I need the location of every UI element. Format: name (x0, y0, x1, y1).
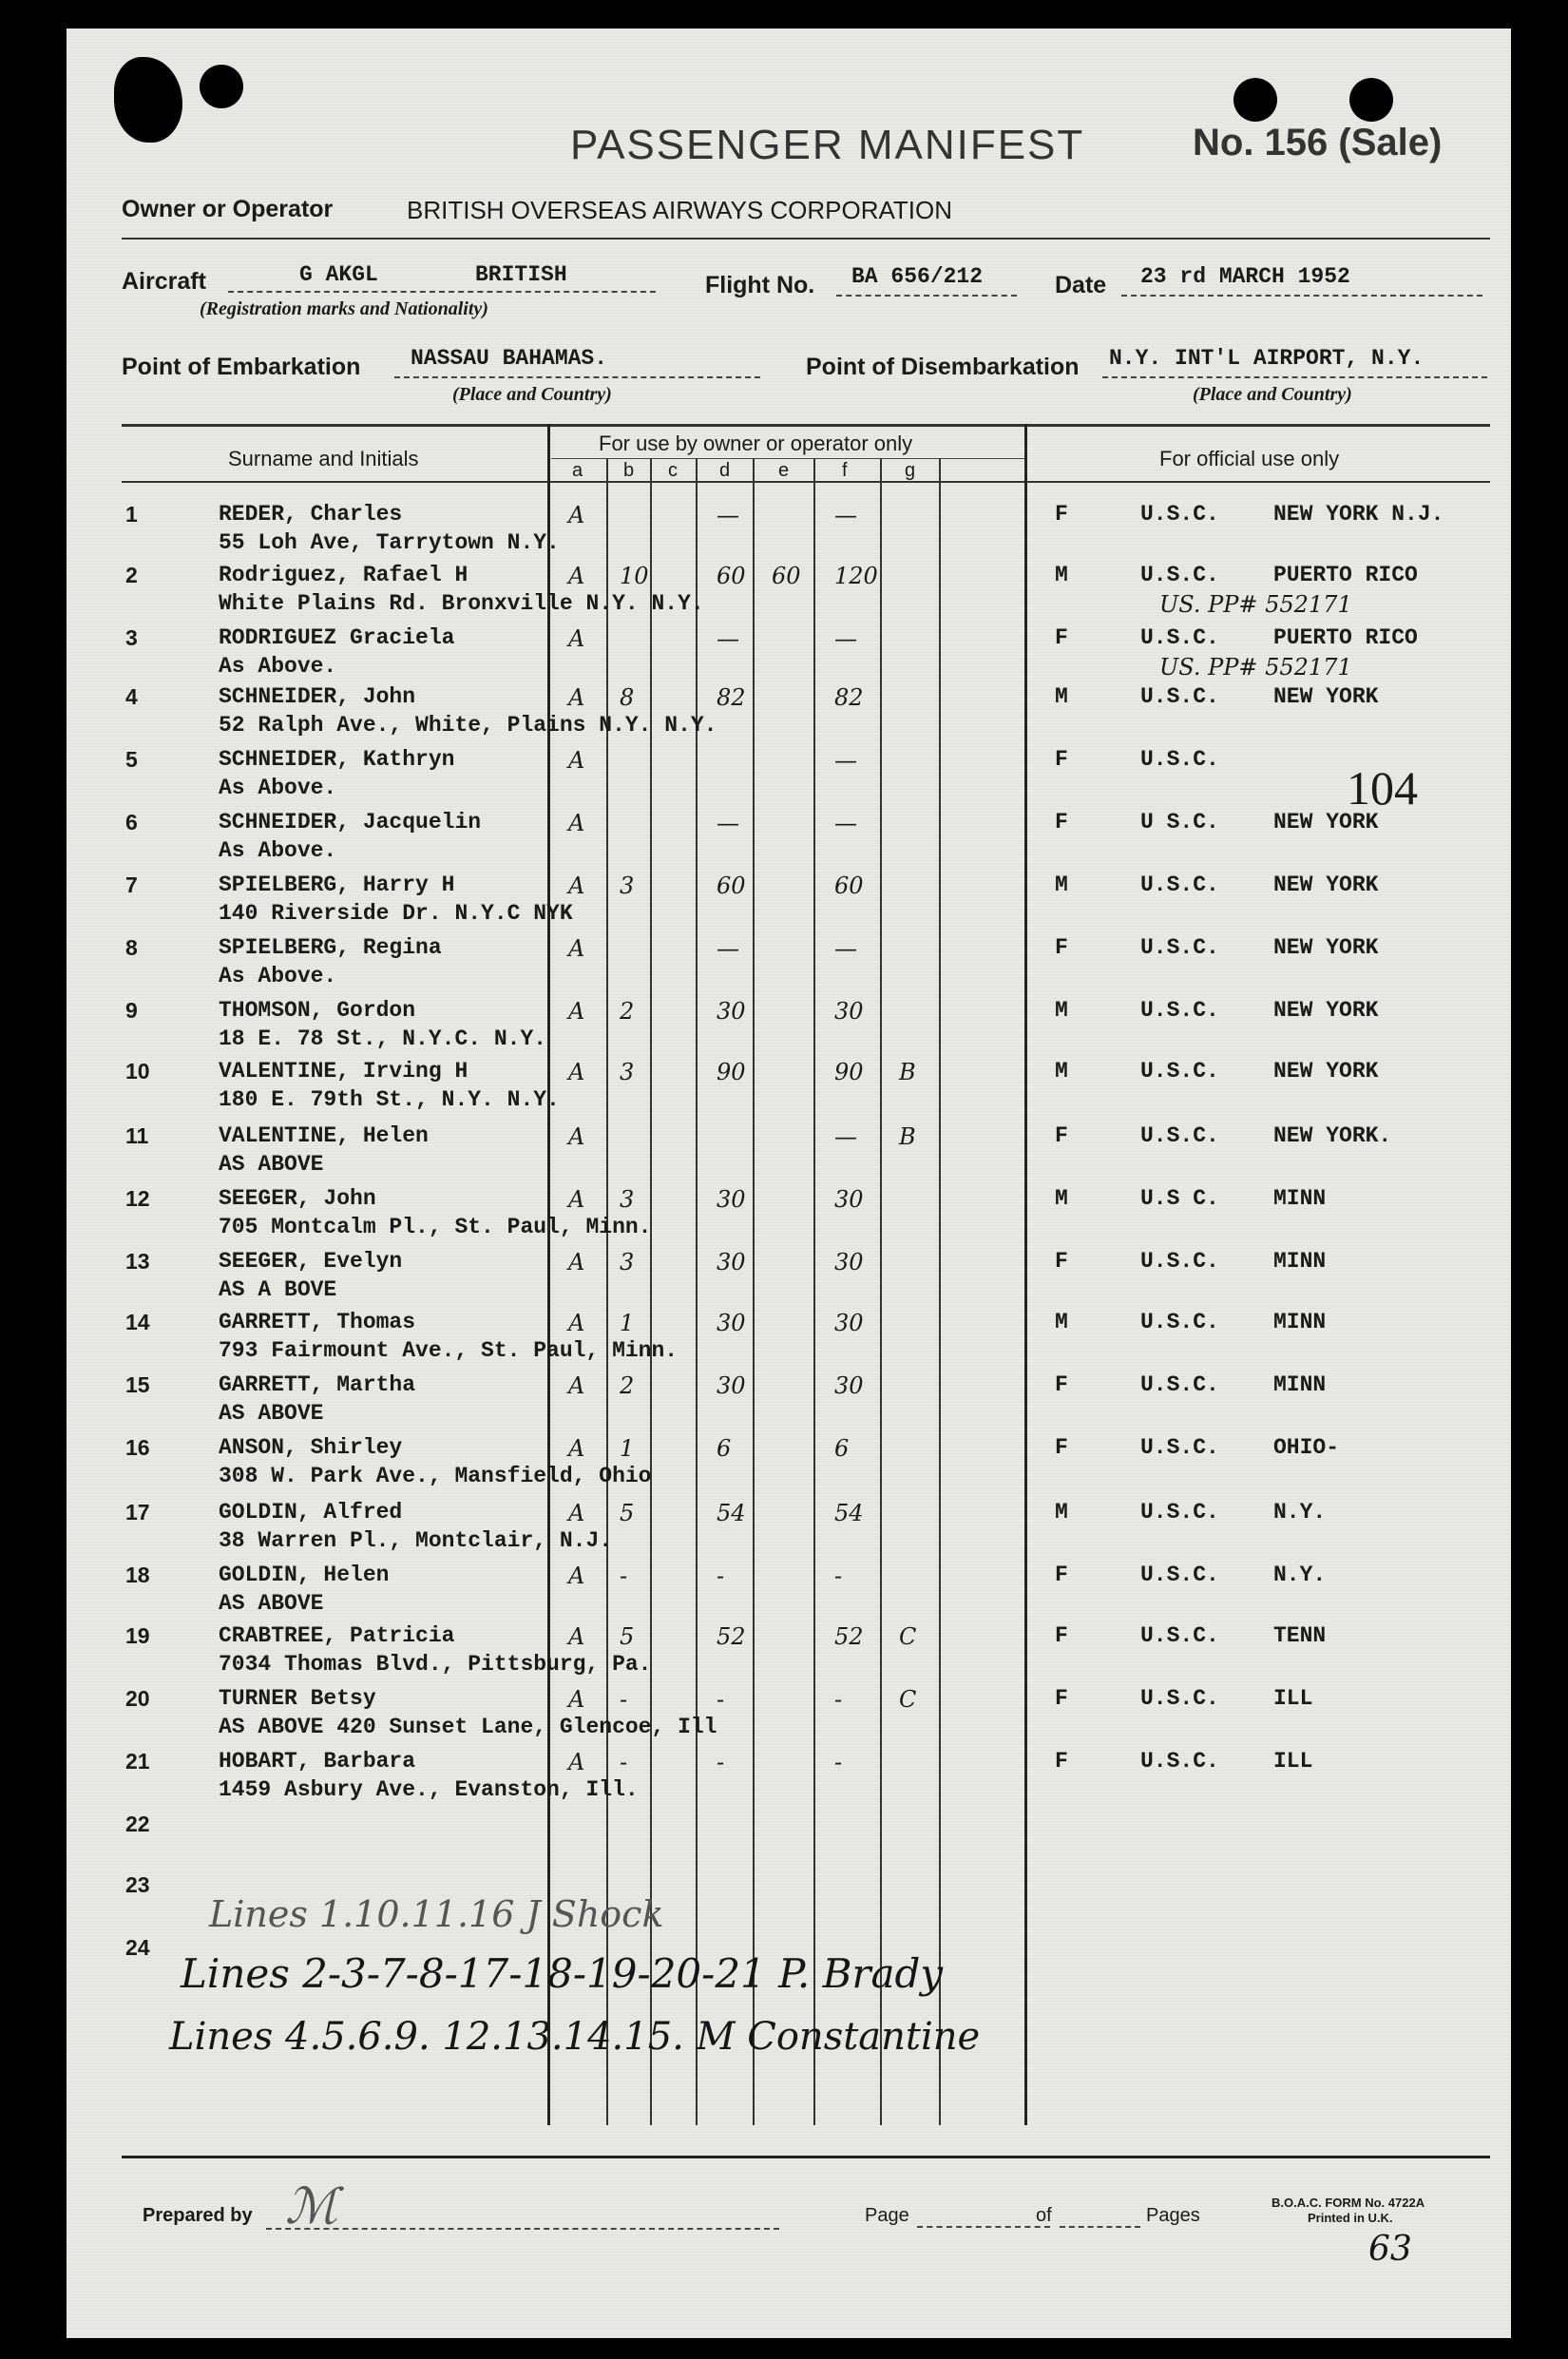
passenger-address: AS ABOVE (219, 1591, 324, 1616)
col-f-value: - (834, 1563, 843, 1589)
col-a-value: A (568, 1123, 585, 1150)
sex-value: F (1055, 1372, 1068, 1397)
passenger-address: 705 Montcalm Pl., St. Paul, Minn. (219, 1215, 652, 1239)
manifest-sheet (67, 29, 1511, 2338)
col-d-value: 90 (717, 1059, 746, 1085)
stamp-104: 104 (1347, 761, 1418, 815)
sex-value: M (1055, 873, 1068, 897)
destination-value: NEW YORK N.J. (1273, 502, 1444, 527)
col-e-value: 60 (772, 563, 801, 589)
col-d-value: 60 (717, 563, 746, 589)
row-number: 6 (125, 810, 138, 834)
row-number: 12 (125, 1186, 150, 1211)
passenger-name: CRABTREE, Patricia (219, 1623, 455, 1648)
nationality-value: U.S.C. (1140, 1372, 1219, 1397)
sex-value: M (1055, 1059, 1068, 1084)
col-d-value: — (717, 935, 739, 962)
col-surname-header: Surname and Initials (228, 447, 419, 470)
destination-value: OHIO- (1273, 1435, 1340, 1460)
col-d-value: 6 (717, 1435, 732, 1462)
sex-value: F (1055, 1123, 1068, 1148)
col-a-value: A (568, 684, 585, 711)
nationality-value: U.S C. (1140, 1186, 1219, 1211)
passenger-name: ANSON, Shirley (219, 1435, 403, 1460)
passenger-address: AS A BOVE (219, 1277, 337, 1302)
row-number: 10 (125, 1059, 150, 1084)
passenger-address: As Above. (219, 838, 337, 863)
col-a-value: A (568, 1623, 585, 1650)
col-f-value: 90 (834, 1059, 864, 1085)
col-owner-header: For use by owner or operator only (599, 432, 913, 455)
nationality-value: U.S.C. (1140, 873, 1219, 897)
passenger-address: As Above. (219, 964, 337, 988)
passenger-name: THOMSON, Gordon (219, 998, 416, 1023)
ink-blot (114, 57, 182, 143)
nationality-value: U.S.C. (1140, 502, 1219, 527)
row-number: 13 (125, 1249, 150, 1274)
sex-value: M (1055, 998, 1068, 1023)
passenger-address: 38 Warren Pl., Montclair, N.J. (219, 1528, 613, 1553)
passenger-name: SCHNEIDER, Kathryn (219, 747, 455, 772)
col-b-value: 10 (620, 563, 649, 589)
sex-value: F (1055, 810, 1068, 834)
col-d-value: — (717, 810, 739, 836)
aircraft-label: Aircraft (122, 268, 206, 295)
col-d-value: 30 (717, 1249, 746, 1275)
nationality-value: U.S.C. (1140, 625, 1219, 650)
owner-value: BRITISH OVERSEAS AIRWAYS CORPORATION (407, 196, 953, 224)
col-g-value: C (899, 1623, 917, 1650)
punch-hole-right-2 (1349, 78, 1393, 122)
col-d-value: 30 (717, 1372, 746, 1399)
date-value: 23 rd MARCH 1952 (1140, 264, 1350, 289)
sex-value: M (1055, 563, 1068, 587)
subcol-header-e: e (778, 460, 790, 481)
passenger-name: GOLDIN, Alfred (219, 1500, 403, 1525)
col-official-header: For official use only (1159, 447, 1340, 470)
col-a-value: A (568, 747, 585, 774)
destination-value: NEW YORK. (1273, 1123, 1392, 1148)
destination-value: ILL (1273, 1749, 1313, 1774)
nationality-value: U.S.C. (1140, 1563, 1219, 1587)
passenger-address: As Above. (219, 776, 337, 800)
disembarkation-caption: (Place and Country) (1193, 384, 1352, 405)
col-f-value: — (834, 747, 857, 774)
col-a-value: A (568, 563, 585, 589)
passenger-address: AS ABOVE (219, 1152, 324, 1177)
passenger-address: 18 E. 78 St., N.Y.C. N.Y. (219, 1026, 547, 1051)
sex-value: M (1055, 1500, 1068, 1525)
punch-hole-left (200, 65, 243, 108)
subcol-header-d: d (719, 460, 731, 481)
subcol-header-b: b (623, 460, 635, 481)
col-f-value: — (834, 1123, 857, 1150)
col-a-value: A (568, 873, 585, 899)
passport-note: US. PP# 552171 (1159, 591, 1352, 618)
passenger-name: REDER, Charles (219, 502, 403, 527)
prepared-signature: ℳ (285, 2178, 338, 2235)
col-a-value: A (568, 1563, 585, 1589)
row-number: 18 (125, 1563, 150, 1587)
passenger-name: VALENTINE, Irving H (219, 1059, 468, 1084)
pages-label: Pages (1146, 2205, 1200, 2226)
col-f-value: 54 (834, 1500, 864, 1526)
col-f-value: 120 (834, 563, 878, 589)
col-f-value: 6 (834, 1435, 850, 1462)
row-number: 21 (125, 1749, 150, 1774)
sex-value: F (1055, 1435, 1068, 1460)
col-d-value: 30 (717, 1186, 746, 1213)
flight-label: Flight No. (705, 272, 815, 298)
col-f-value: 30 (834, 1310, 864, 1336)
col-d-value: 30 (717, 1310, 746, 1336)
col-a-value: A (568, 935, 585, 962)
col-a-value: A (568, 1059, 585, 1085)
passenger-name: SEEGER, John (219, 1186, 376, 1211)
nationality-value: U S.C. (1140, 810, 1219, 834)
row-number: 20 (125, 1686, 150, 1711)
destination-value: NEW YORK (1273, 935, 1379, 960)
row-number: 2 (125, 563, 138, 587)
passenger-address: AS ABOVE 420 Sunset Lane, Glencoe, Ill (219, 1715, 717, 1739)
passenger-name: SPIELBERG, Harry H (219, 873, 455, 897)
nationality-value: U.S.C. (1140, 1686, 1219, 1711)
passenger-name: VALENTINE, Helen (219, 1123, 429, 1148)
row-number: 23 (125, 1872, 150, 1897)
col-a-value: A (568, 1749, 585, 1775)
nationality-value: U.S.C. (1140, 935, 1219, 960)
col-b-value: 3 (620, 1186, 635, 1213)
col-b-value: 3 (620, 1059, 635, 1085)
sex-value: F (1055, 935, 1068, 960)
destination-value: TENN (1273, 1623, 1327, 1648)
destination-value: NEW YORK (1273, 873, 1379, 897)
col-f-value: - (834, 1749, 843, 1775)
passport-note: US. PP# 552171 (1159, 654, 1352, 681)
col-d-value: 82 (717, 684, 746, 711)
col-b-value: - (620, 1686, 628, 1713)
passenger-name: GOLDIN, Helen (219, 1563, 390, 1587)
col-d-value: 54 (717, 1500, 746, 1526)
passenger-address: 55 Loh Ave, Tarrytown N.Y. (219, 530, 560, 555)
of-label: of (1036, 2205, 1052, 2226)
passenger-name: GARRETT, Martha (219, 1372, 416, 1397)
sex-value: F (1055, 1623, 1068, 1648)
row-number: 3 (125, 625, 138, 650)
destination-value: NEW YORK (1273, 684, 1379, 709)
col-f-value: — (834, 502, 857, 528)
nationality-value: U.S.C. (1140, 747, 1219, 772)
col-a-value: A (568, 1249, 585, 1275)
row-number: 16 (125, 1435, 150, 1460)
page-handwritten: 63 (1368, 2230, 1412, 2269)
passenger-address: 7034 Thomas Blvd., Pittsburg, Pa. (219, 1652, 652, 1677)
signoff-line-23: Lines 2-3-7-8-17-18-19-20-21 P. Brady (181, 1950, 944, 1997)
passenger-name: HOBART, Barbara (219, 1749, 416, 1774)
passenger-address: AS ABOVE (219, 1401, 324, 1426)
owner-label: Owner or Operator (122, 196, 334, 222)
passenger-name: TURNER Betsy (219, 1686, 376, 1711)
sex-value: F (1055, 1563, 1068, 1587)
destination-value: MINN (1273, 1372, 1327, 1397)
nationality-value: U.S.C. (1140, 1310, 1219, 1334)
col-f-value: 30 (834, 998, 864, 1025)
col-d-value: - (717, 1686, 725, 1713)
col-a-value: A (568, 1435, 585, 1462)
destination-value: NEW YORK (1273, 810, 1379, 834)
col-a-value: A (568, 1500, 585, 1526)
row-number: 1 (125, 502, 138, 527)
row-number: 7 (125, 873, 138, 897)
col-f-value: 82 (834, 684, 864, 711)
col-f-value: — (834, 935, 857, 962)
col-f-value: — (834, 810, 857, 836)
row-number: 11 (125, 1123, 149, 1148)
col-a-value: A (568, 810, 585, 836)
col-b-value: - (620, 1749, 628, 1775)
embarkation-label: Point of Embarkation (122, 354, 361, 380)
col-d-value: - (717, 1563, 725, 1589)
col-d-value: — (717, 625, 739, 652)
passenger-name: GARRETT, Thomas (219, 1310, 416, 1334)
destination-value: N.Y. (1273, 1500, 1327, 1525)
sex-value: F (1055, 502, 1068, 527)
destination-value: PUERTO RICO (1273, 563, 1418, 587)
passenger-name: Rodriguez, Rafael H (219, 563, 468, 587)
aircraft-registration: G AKGL (299, 262, 378, 287)
nationality-value: U.S.C. (1140, 1500, 1219, 1525)
passenger-address: 793 Fairmount Ave., St. Paul, Minn. (219, 1338, 679, 1363)
passenger-address: As Above. (219, 654, 337, 679)
col-a-value: A (568, 1186, 585, 1213)
col-f-value: 30 (834, 1249, 864, 1275)
col-g-value: B (899, 1123, 916, 1150)
row-number: 4 (125, 684, 138, 709)
col-f-value: 30 (834, 1186, 864, 1213)
col-f-value: - (834, 1686, 843, 1713)
passenger-name: SPIELBERG, Regina (219, 935, 442, 960)
sex-value: F (1055, 1686, 1068, 1711)
col-f-value: 52 (834, 1623, 864, 1650)
col-b-value: 3 (620, 1249, 635, 1275)
col-g-value: B (899, 1059, 916, 1085)
col-f-value: 30 (834, 1372, 864, 1399)
passenger-address: White Plains Rd. Bronxville N.Y. N.Y. (219, 591, 704, 616)
sex-value: F (1055, 747, 1068, 772)
row-number: 9 (125, 998, 138, 1023)
passenger-address: 52 Ralph Ave., White, Plains N.Y. N.Y. (219, 713, 717, 738)
col-d-value: 52 (717, 1623, 746, 1650)
nationality-value: U.S.C. (1140, 684, 1219, 709)
subcol-header-g: g (905, 460, 916, 481)
row-number: 8 (125, 935, 138, 960)
embarkation-value: NASSAU BAHAMAS. (411, 346, 608, 371)
nationality-value: U.S.C. (1140, 998, 1219, 1023)
row-number: 17 (125, 1500, 150, 1525)
passenger-name: RODRIGUEZ Graciela (219, 625, 455, 650)
destination-value: MINN (1273, 1249, 1327, 1274)
nationality-value: U.S.C. (1140, 1435, 1219, 1460)
row-number: 15 (125, 1372, 150, 1397)
nationality-value: U.S.C. (1140, 1249, 1219, 1274)
col-f-value: — (834, 625, 857, 652)
form-number: No. 156 (Sale) (1193, 122, 1443, 163)
col-b-value: 3 (620, 873, 635, 899)
disembarkation-label: Point of Disembarkation (806, 354, 1080, 380)
col-b-value: 8 (620, 684, 635, 711)
passenger-address: 1459 Asbury Ave., Evanston, Ill. (219, 1777, 639, 1802)
col-b-value: 2 (620, 1372, 635, 1399)
destination-value: NEW YORK (1273, 998, 1379, 1023)
form-title: PASSENGER MANIFEST (570, 122, 1085, 168)
nationality-value: U.S.C. (1140, 1059, 1219, 1084)
destination-value: MINN (1273, 1186, 1327, 1211)
col-b-value: - (620, 1563, 628, 1589)
embarkation-caption: (Place and Country) (452, 384, 612, 405)
table-top-rule (122, 424, 1490, 427)
row-number: 19 (125, 1623, 150, 1648)
col-d-value: 30 (717, 998, 746, 1025)
col-a-value: A (568, 1372, 585, 1399)
subcol-header-f: f (842, 460, 848, 481)
col-a-value: A (568, 502, 585, 528)
sex-value: F (1055, 1249, 1068, 1274)
passenger-name: SEEGER, Evelyn (219, 1249, 403, 1274)
printed-in: Printed in U.K. (1308, 2211, 1393, 2225)
nationality-value: U.S.C. (1140, 1749, 1219, 1774)
col-g-value: C (899, 1686, 917, 1713)
nationality-value: U.S.C. (1140, 563, 1219, 587)
subcol-header-a: a (572, 460, 583, 481)
col-b-value: 5 (620, 1623, 635, 1650)
signoff-line-22: Lines 1.10.11.16 J Shock (209, 1893, 664, 1935)
destination-value: N.Y. (1273, 1563, 1327, 1587)
col-d-value: - (717, 1749, 725, 1775)
col-b-value: 5 (620, 1500, 635, 1526)
col-b-value: 1 (620, 1310, 635, 1336)
date-label: Date (1055, 272, 1107, 298)
row-number: 14 (125, 1310, 150, 1334)
destination-value: ILL (1273, 1686, 1313, 1711)
col-f-value: 60 (834, 873, 864, 899)
aircraft-caption: (Registration marks and Nationality) (200, 298, 488, 319)
nationality-value: U.S.C. (1140, 1623, 1219, 1648)
col-a-value: A (568, 1310, 585, 1336)
destination-value: MINN (1273, 1310, 1327, 1334)
passenger-address: 308 W. Park Ave., Mansfield, Ohio (219, 1464, 652, 1488)
col-a-value: A (568, 1686, 585, 1713)
disembarkation-value: N.Y. INT'L AIRPORT, N.Y. (1109, 346, 1425, 371)
row-number: 24 (125, 1935, 150, 1960)
destination-value: PUERTO RICO (1273, 625, 1418, 650)
destination-value: NEW YORK (1273, 1059, 1379, 1084)
col-d-value: 60 (717, 873, 746, 899)
sex-value: M (1055, 1310, 1068, 1334)
col-a-value: A (568, 998, 585, 1025)
passenger-address: 180 E. 79th St., N.Y. N.Y. (219, 1087, 560, 1112)
sex-value: M (1055, 1186, 1068, 1211)
passenger-address: 140 Riverside Dr. N.Y.C NYK (219, 901, 573, 926)
prepared-label: Prepared by (143, 2205, 253, 2226)
flight-value: BA 656/212 (851, 264, 984, 289)
aircraft-nationality: BRITISH (475, 262, 567, 287)
page-label: Page (865, 2205, 909, 2226)
col-a-value: A (568, 625, 585, 652)
signoff-line-24: Lines 4.5.6.9. 12.13.14.15. M Constantine (169, 2015, 981, 2059)
subcol-header-c: c (668, 460, 678, 481)
punch-hole-right-1 (1233, 78, 1277, 122)
col-b-value: 1 (620, 1435, 635, 1462)
row-number: 5 (125, 747, 138, 772)
form-number-footer: B.O.A.C. FORM No. 4722A (1272, 2196, 1425, 2210)
nationality-value: U.S.C. (1140, 1123, 1219, 1148)
sex-value: M (1055, 684, 1068, 709)
col-b-value: 2 (620, 998, 635, 1025)
passenger-name: SCHNEIDER, Jacquelin (219, 810, 482, 834)
row-number: 22 (125, 1812, 150, 1836)
col-d-value: — (717, 502, 739, 528)
passenger-name: SCHNEIDER, John (219, 684, 416, 709)
sex-value: F (1055, 1749, 1068, 1774)
sex-value: F (1055, 625, 1068, 650)
